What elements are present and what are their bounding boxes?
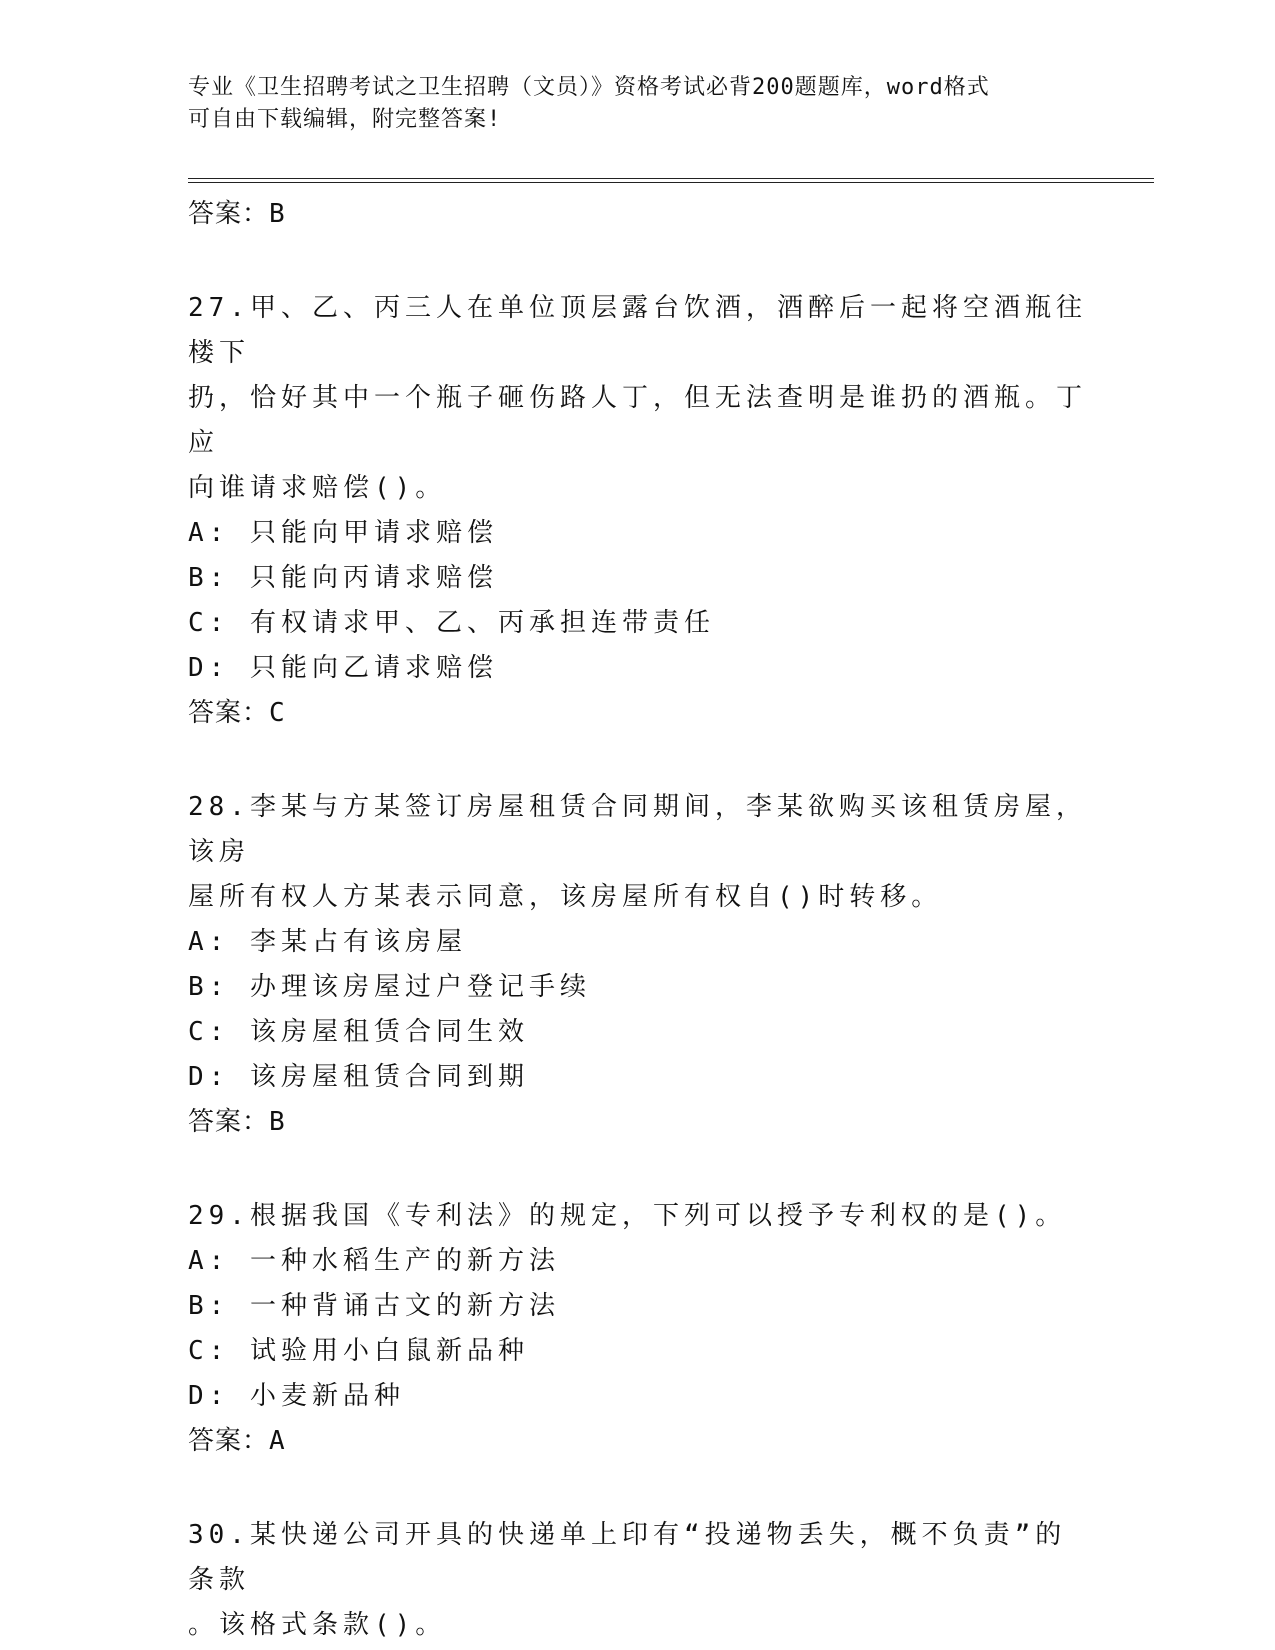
stem-line: 屋所有权人方某表示同意，该房屋所有权自()时转移。 [188,882,943,912]
option-a: A: 李某占有该房屋 [188,927,467,957]
question-28 [188,785,1088,1144]
option-d: D: 该房屋租赁合同到期 [188,1062,529,1092]
question-stem [188,286,1088,511]
header-line-1: 专业《卫生招聘考试之卫生招聘（文员）》资格考试必背200题题库，word格式 [188,75,990,100]
answer: 答案：C [188,698,286,728]
option-d: D: 小麦新品种 [188,1381,405,1411]
answer: 答案：B [188,1107,286,1137]
option-b: B: 办理该房屋过户登记手续 [188,972,591,1002]
option-c: C: 试验用小白鼠新品种 [188,1336,529,1366]
stem-line: 扔，恰好其中一个瓶子砸伤路人丁，但无法查明是谁扔的酒瓶。丁应 [188,383,1088,458]
answer: 答案：A [188,1426,286,1456]
question-27 [188,286,1088,735]
stem-line: 27.甲、乙、丙三人在单位顶层露台饮酒，酒醉后一起将空酒瓶往楼下 [188,293,1087,368]
previous-answer: 答案：B [188,199,286,229]
option-b: B: 一种背诵古文的新方法 [188,1291,560,1321]
question-stem [188,785,1088,920]
option-a: A: 只能向甲请求赔偿 [188,518,498,548]
question-list [188,188,1088,1648]
stem-line: 28.李某与方某签订房屋租赁合同期间，李某欲购买该租赁房屋，该房 [188,792,1087,867]
header-divider [188,178,1154,183]
stem-line: 。该格式条款()。 [188,1610,447,1640]
stem-line: 29.根据我国《专利法》的规定，下列可以授予专利权的是()。 [188,1201,1067,1231]
question-stem [188,1194,1088,1239]
question-stem [188,1513,1088,1648]
option-c: C: 有权请求甲、乙、丙承担连带责任 [188,608,715,638]
option-b: B: 只能向丙请求赔偿 [188,563,498,593]
question-30 [188,1513,1088,1648]
page-header [188,72,1088,136]
header-line-2: 可自由下载编辑，附完整答案! [188,107,502,132]
option-d: D: 只能向乙请求赔偿 [188,653,498,683]
option-c: C: 该房屋租赁合同生效 [188,1017,529,1047]
stem-line: 向谁请求赔偿()。 [188,473,447,503]
option-a: A: 一种水稻生产的新方法 [188,1246,560,1276]
stem-line: 30.某快递公司开具的快递单上印有“投递物丢失，概不负责”的条款 [188,1520,1067,1595]
question-29 [188,1194,1088,1463]
